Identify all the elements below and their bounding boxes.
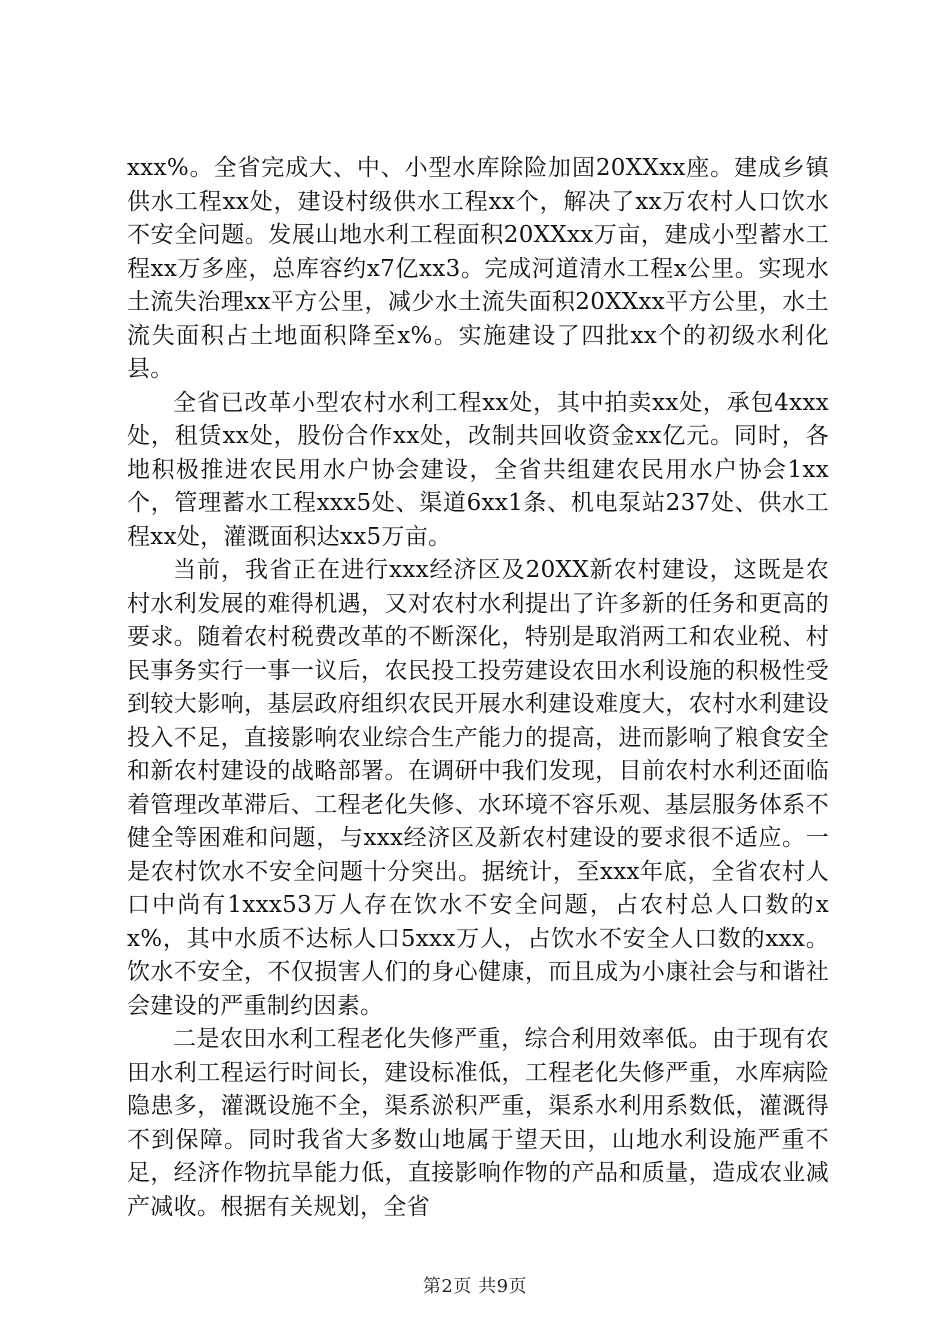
paragraph-continued: xxx%。全省完成大、中、小型水库除险加固20XXxx座。建成乡镇供水工程xx处，建设村级供水工程xx个，解决了xx万农村人口饮水不安全问题。发展山地水利工程面积20XXxx万亩，建成小型蓄水工程xx万多座，总库容约x7亿xx3。完成河道清水工程x公里。实现水土流失治理xx平方公里，减少水土流失面积20XXxx平方公里，水土流失面积占土地面积降至x%。实施建设了四批xx个的初级水利化县。 xyxy=(127,155,829,382)
paragraph-reform: 全省已改革小型农村水利工程xx处，其中拍卖xx处，承包4xxx处，租赁xx处，股份合作xx处，改制共回收资金xx亿元。同时，各地积极推进农民用水户协会建设，全省共组建农民用水户协会1xx个，管理蓄水工程xxx5处、渠道6xx1条、机电泵站237处、供水工程xx处，灌溉面积达xx5万亩。 xyxy=(127,389,829,550)
paragraph-current-situation: 当前，我省正在进行xxx经济区及20XX新农村建设，这既是农村水利发展的难得机遇，又对农村水利提出了许多新的任务和更高的要求。随着农村税费改革的不断深化，特别是取消两工和农业税、村民事务实行一事一议后，农民投工投劳建设农田水利设施的积极性受到较大影响，基层政府组织农民开展水利建设难度大，农村水利建设投入不足，直接影响农业综合生产能力的提高，进而影响了粮食安全和新农村建设的战略部署。在调研中我们发现，目前农村水利还面临着管理改革滞后、工程老化失修、水环境不容乐观、基层服务体系不健全等困难和问题，与xxx经济区及新农村建设的要求很不适应。一是农村饮水不安全问题十分突出。据统计，至xxx年底，全省农村人口中尚有1xxx53万人存在饮水不安全问题，占农村总人口数的xx%，其中水质不达标人口5xxx万人，占饮水不安全人口数的xxx。饮水不安全，不仅损害人们的身心健康，而且成为小康社会与和谐社会建设的严重制约因素。 xyxy=(127,557,829,1019)
document-body xyxy=(127,152,829,1224)
page-number-footer: 第2页 共9页 xyxy=(422,1276,528,1297)
paragraph-aging-projects: 二是农田水利工程老化失修严重，综合利用效率低。由于现有农田水利工程运行时间长，建设标准低，工程老化失修严重，水库病险隐患多，灌溉设施不全，渠系淤积严重，渠系水利用系数低，灌溉得不到保障。同时我省大多数山地属于望天田，山地水利设施严重不足，经济作物抗旱能力低，直接影响作物的产品和质量，造成农业减产减收。根据有关规划，全省 xyxy=(127,1026,829,1220)
